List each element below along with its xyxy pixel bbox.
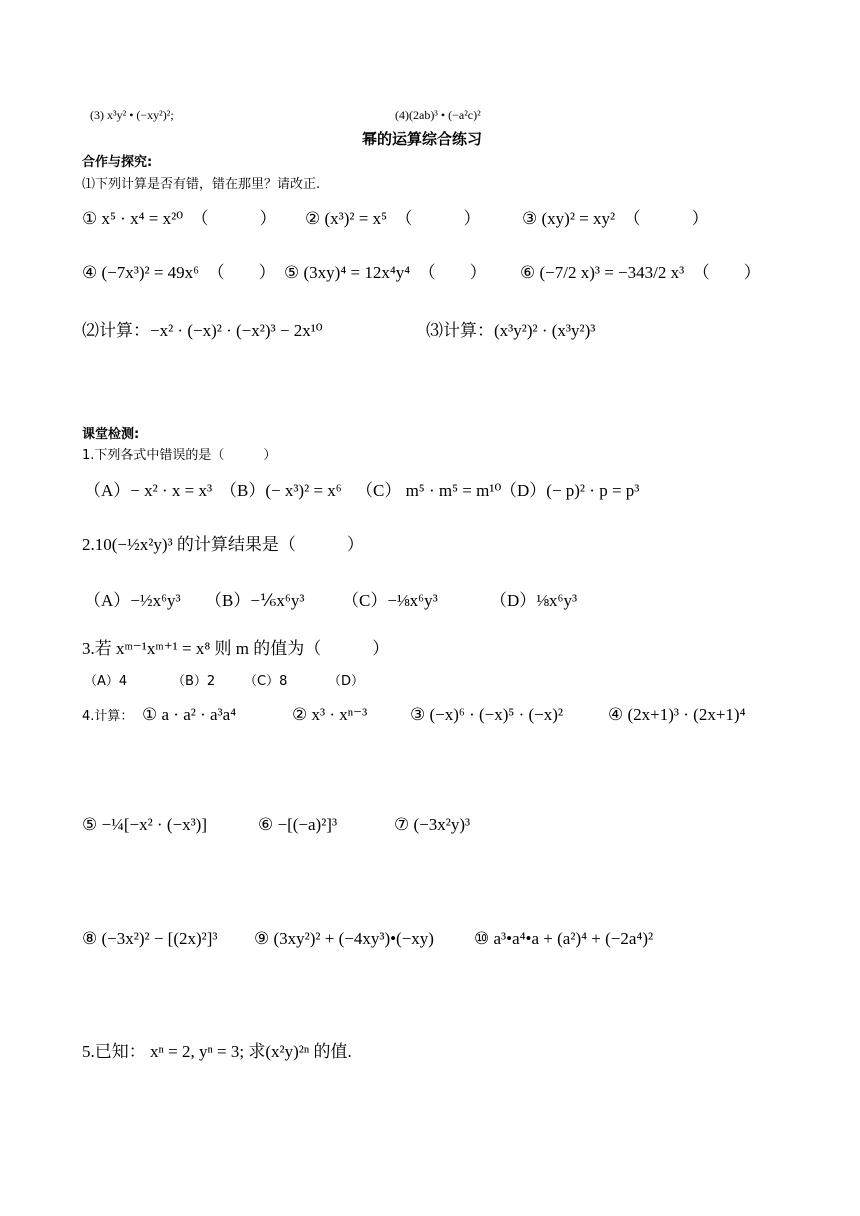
problem-3-top: (3) x³y² • (−xy²)²; [90, 108, 174, 122]
p2-prompt: 2.10(−½x²y)³ 的计算结果是（ ） [82, 535, 364, 554]
p1-option-a: （A）− x² · x = x³ [84, 481, 213, 500]
p3-option-b: （B）2 [172, 674, 216, 689]
p2-option-b: （B）−⅙x⁶y³ [205, 591, 305, 610]
p1-prompt: 1.下列各式中错误的是（ ） [82, 448, 277, 463]
p4-item-9: ⑨ (3xy²)² + (−4xy³)•(−xy) [254, 929, 434, 948]
p4-item-8: ⑧ (−3x²)² − [(2x)²]³ [82, 929, 218, 948]
section-heading-cooperation: 合作与探究: [82, 155, 153, 170]
p4-item-2: ② x³ · xⁿ⁻³ [292, 705, 368, 724]
p2-option-c: （C）−⅛x⁶y³ [342, 591, 438, 610]
judge-item-2: ② (x³)² = x⁵ （ ） [305, 209, 481, 228]
p4-item-5: ⑤ −¼[−x² · (−x³)] [82, 815, 208, 834]
page-title: 幂的运算综合练习 [362, 130, 483, 148]
problem-4-top: (4)(2ab)³ • (−a²c)² [395, 108, 481, 122]
p5-prompt: 5.已知： xⁿ = 2, yⁿ = 3; 求(x²y)²ⁿ 的值. [82, 1042, 352, 1061]
p4-item-10: ⑩ a³•a⁴•a + (a²)⁴ + (−2a⁴)² [474, 929, 654, 948]
p3-option-a: （A）4 [84, 674, 128, 689]
p4-prompt: 4.计算： [82, 709, 134, 724]
p4-item-6: ⑥ −[(−a)²]³ [258, 815, 338, 834]
p1-option-d: （D）(− p)² · p = p³ [500, 481, 640, 500]
judge-item-1: ① x⁵ · x⁴ = x²⁰ （ ） [82, 209, 277, 228]
p4-item-1: ① a · a² · a³a⁴ [142, 705, 237, 724]
p1-option-b: （B）(− x³)² = x⁶ [220, 481, 342, 500]
p4-item-3: ③ (−x)⁶ · (−x)⁵ · (−x)² [410, 705, 563, 724]
p3-option-d: （D） [328, 674, 365, 689]
p2-option-d: （D）⅛x⁶y³ [490, 591, 578, 610]
p2-option-a: （A）−½x⁶y³ [84, 591, 181, 610]
p4-item-4: ④ (2x+1)³ · (2x+1)⁴ [608, 705, 746, 724]
p3-option-c: （C）8 [244, 674, 288, 689]
p4-item-7: ⑦ (−3x²y)³ [394, 815, 471, 834]
p1-option-c: （C） m⁵ · m⁵ = m¹⁰ [356, 481, 502, 500]
judge-item-3: ③ (xy)² = xy² （ ） [522, 209, 709, 228]
calc-q3: ⑶计算：(x³y²)² · (x³y²)³ [426, 321, 596, 340]
judge-item-4: ④ (−7x³)² = 49x⁶ （ ） [82, 263, 276, 282]
judge-item-5: ⑤ (3xy)⁴ = 12x⁴y⁴ （ ） [284, 263, 487, 282]
section-heading-classcheck: 课堂检测: [82, 427, 140, 442]
judge-item-6: ⑥ (−7/2 x)³ = −343/2 x³ （ ） [520, 263, 761, 282]
q1-prompt: ⑴下列计算是否有错，错在那里？请改正. [82, 177, 321, 192]
calc-q2: ⑵计算：−x² · (−x)² · (−x²)³ − 2x¹⁰ [82, 321, 323, 340]
p3-prompt: 3.若 xᵐ⁻¹xᵐ⁺¹ = x⁸ 则 m 的值为（ ） [82, 639, 390, 658]
